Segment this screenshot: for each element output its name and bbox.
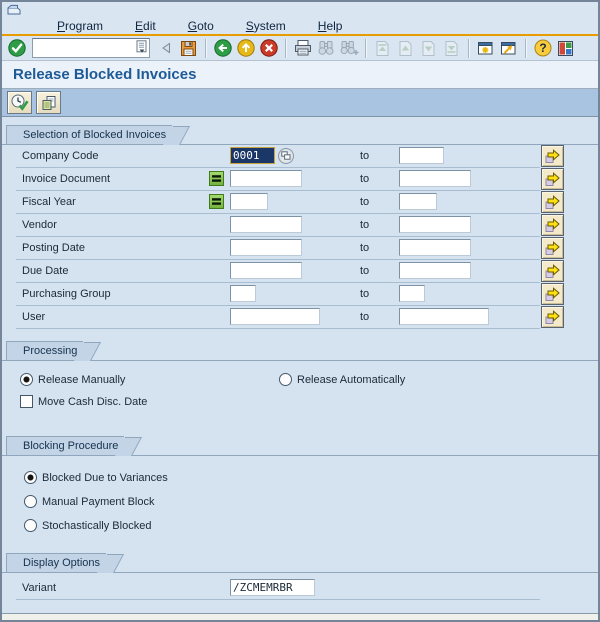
new-session-icon[interactable]: [475, 38, 496, 59]
field-label: Company Code: [22, 149, 99, 162]
exit-icon[interactable]: [235, 38, 256, 59]
field-label: Variant: [22, 581, 57, 594]
menu-goto[interactable]: Goto: [187, 18, 214, 33]
group-blocking-procedure: [2, 436, 598, 546]
group-selection-title: Selection of Blocked Invoices: [6, 125, 172, 144]
next-page-icon[interactable]: [418, 38, 439, 59]
multiple-selection-icon[interactable]: [541, 260, 564, 282]
find-icon[interactable]: [315, 38, 336, 59]
menu-help[interactable]: Help: [317, 18, 343, 33]
field-row-invoice-document: [2, 168, 598, 191]
radio-label: Manual Payment Block: [42, 495, 155, 508]
selection-option-equals-icon[interactable]: [209, 171, 224, 186]
release-manually-radio[interactable]: [20, 373, 33, 386]
collapse-icon[interactable]: [155, 38, 176, 59]
svg-text:?: ?: [538, 41, 547, 56]
field-label: Due Date: [22, 264, 69, 277]
field-row-fiscal-year: [2, 191, 598, 214]
status-strip: [2, 613, 598, 620]
vendor-to-input[interactable]: [399, 216, 471, 233]
last-page-icon[interactable]: [441, 38, 462, 59]
menu-system[interactable]: System: [245, 18, 286, 33]
to-label: to: [360, 241, 370, 254]
enter-icon[interactable]: [6, 38, 27, 59]
to-label: to: [360, 310, 370, 323]
field-label: User: [22, 310, 46, 323]
field-row-purchasing-group: [2, 283, 598, 306]
field-row-user: [2, 306, 598, 329]
group-display-title: Display Options: [6, 553, 106, 572]
get-variant-icon[interactable]: [36, 91, 61, 114]
invoice-document-to-input[interactable]: [399, 170, 471, 187]
company-code-to-input[interactable]: [399, 147, 444, 164]
group-selection: [2, 125, 598, 334]
variant-input[interactable]: [230, 579, 315, 596]
command-input[interactable]: [36, 41, 128, 56]
radio-label: Release Manually: [38, 373, 126, 386]
application-toolbar: [2, 89, 598, 116]
multiple-selection-icon[interactable]: [541, 168, 564, 190]
command-field[interactable]: [32, 38, 150, 58]
field-label: Fiscal Year: [22, 195, 76, 208]
menu-edit[interactable]: Edit: [135, 18, 156, 33]
multiple-selection-icon[interactable]: [541, 237, 564, 259]
create-shortcut-icon[interactable]: [498, 38, 519, 59]
standard-toolbar: [2, 36, 598, 61]
due-date-from-input[interactable]: [230, 262, 302, 279]
field-label: Purchasing Group: [22, 287, 111, 300]
radio-label: Blocked Due to Variances: [42, 471, 168, 484]
title-bar: [2, 61, 598, 89]
menu-program[interactable]: Program: [57, 18, 104, 33]
blocking-radio-row: [2, 514, 598, 538]
group-processing-title: Processing: [6, 341, 83, 360]
screen-body: [2, 117, 598, 613]
command-list-icon[interactable]: [136, 40, 148, 57]
save-icon[interactable]: [178, 38, 199, 59]
stochastically-blocked-radio[interactable]: [24, 519, 37, 532]
to-label: to: [360, 264, 370, 277]
first-page-icon[interactable]: [372, 38, 393, 59]
posting-date-from-input[interactable]: [230, 239, 302, 256]
previous-page-icon[interactable]: [395, 38, 416, 59]
radio-label: Stochastically Blocked: [42, 519, 152, 532]
checkbox-label: Move Cash Disc. Date: [38, 395, 148, 408]
multiple-selection-icon[interactable]: [541, 283, 564, 305]
to-label: to: [360, 287, 370, 300]
multiple-selection-icon[interactable]: [541, 306, 564, 328]
multiple-selection-icon[interactable]: [541, 191, 564, 213]
menu-bar: [2, 17, 598, 34]
field-row-company-code: [2, 145, 598, 168]
user-from-input[interactable]: [230, 308, 320, 325]
invoice-document-from-input[interactable]: [230, 170, 302, 187]
company-code-from-input[interactable]: [230, 147, 275, 164]
group-blocking-title: Blocking Procedure: [6, 436, 124, 455]
purchasing-group-from-input[interactable]: [230, 285, 256, 302]
toolbar-separator: [468, 39, 469, 58]
fiscal-year-from-input[interactable]: [230, 193, 268, 210]
processing-radio-row: [2, 369, 598, 391]
page-title: Release Blocked Invoices: [13, 66, 197, 84]
to-label: to: [360, 172, 370, 185]
field-row-variant: [2, 577, 598, 600]
cancel-icon[interactable]: [258, 38, 279, 59]
back-icon[interactable]: [212, 38, 233, 59]
field-label: Invoice Document: [22, 172, 111, 185]
toolbar-separator: [525, 39, 526, 58]
posting-date-to-input[interactable]: [399, 239, 471, 256]
radio-label: Release Automatically: [297, 373, 406, 386]
field-row-due-date: [2, 260, 598, 283]
execute-icon[interactable]: [7, 91, 32, 114]
blocking-radio-row: [2, 466, 598, 490]
release-automatically-radio[interactable]: [279, 373, 292, 386]
blocked-due-to-variances-radio[interactable]: [24, 471, 37, 484]
field-row-posting-date: [2, 237, 598, 260]
multiple-selection-icon[interactable]: [541, 214, 564, 236]
processing-checkbox-row: [2, 391, 598, 413]
window-top-strip: [2, 2, 598, 17]
fiscal-year-to-input[interactable]: [399, 193, 437, 210]
toolbar-separator: [205, 39, 206, 58]
toolbar-separator: [285, 39, 286, 58]
purchasing-group-to-input[interactable]: [399, 285, 425, 302]
manual-payment-block-radio[interactable]: [24, 495, 37, 508]
possible-entries-icon[interactable]: [278, 148, 294, 164]
blocking-radio-row: [2, 490, 598, 514]
group-processing: [2, 341, 598, 429]
group-display-options: [2, 553, 598, 606]
help-icon[interactable]: [532, 38, 553, 59]
selection-option-equals-icon[interactable]: [209, 194, 224, 209]
user-to-input[interactable]: [399, 308, 489, 325]
toolbar-separator: [365, 39, 366, 58]
due-date-to-input[interactable]: [399, 262, 471, 279]
to-label: to: [360, 149, 370, 162]
print-icon[interactable]: [292, 38, 313, 59]
to-label: to: [360, 218, 370, 231]
field-row-vendor: [2, 214, 598, 237]
vendor-from-input[interactable]: [230, 216, 302, 233]
move-cash-disc-date-checkbox[interactable]: [20, 395, 33, 408]
multiple-selection-icon[interactable]: [541, 145, 564, 167]
field-label: Posting Date: [22, 241, 85, 254]
to-label: to: [360, 195, 370, 208]
customize-layout-icon[interactable]: [555, 38, 576, 59]
find-next-icon[interactable]: [338, 38, 359, 59]
field-label: Vendor: [22, 218, 57, 231]
